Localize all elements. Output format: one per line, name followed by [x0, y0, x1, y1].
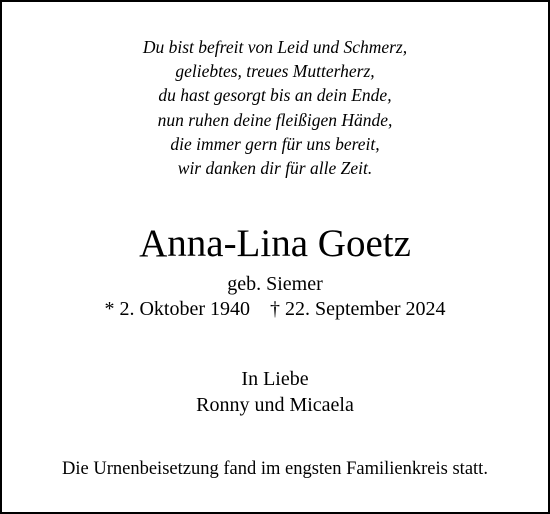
poem-line: du hast gesorgt bis an dein Ende, — [158, 85, 392, 106]
burial-notice: Die Urnenbeisetzung fand im engsten Familienkreis statt. — [62, 459, 488, 479]
poem-line: die immer gern für uns bereit, — [170, 133, 380, 154]
poem-line: wir danken dir für alle Zeit. — [177, 158, 373, 179]
poem-line: Du bist befreit von Leid und Schmerz, — [142, 37, 408, 57]
mourner-names: Ronny und Micaela — [196, 394, 354, 416]
poem-line: nun ruhen deine fleißigen Hände, — [157, 109, 393, 130]
poem — [2, 35, 548, 180]
maiden-name: geb. Siemer — [227, 273, 323, 295]
deceased-name: Anna-Lina Goetz — [139, 222, 411, 265]
life-dates — [2, 296, 548, 322]
birth-date: * 2. Oktober 1940 — [104, 298, 250, 320]
death-date: † 22. September 2024 — [270, 298, 446, 320]
closing-phrase: In Liebe — [241, 368, 309, 390]
poem-line: geliebtes, treues Mutterherz, — [175, 61, 375, 82]
